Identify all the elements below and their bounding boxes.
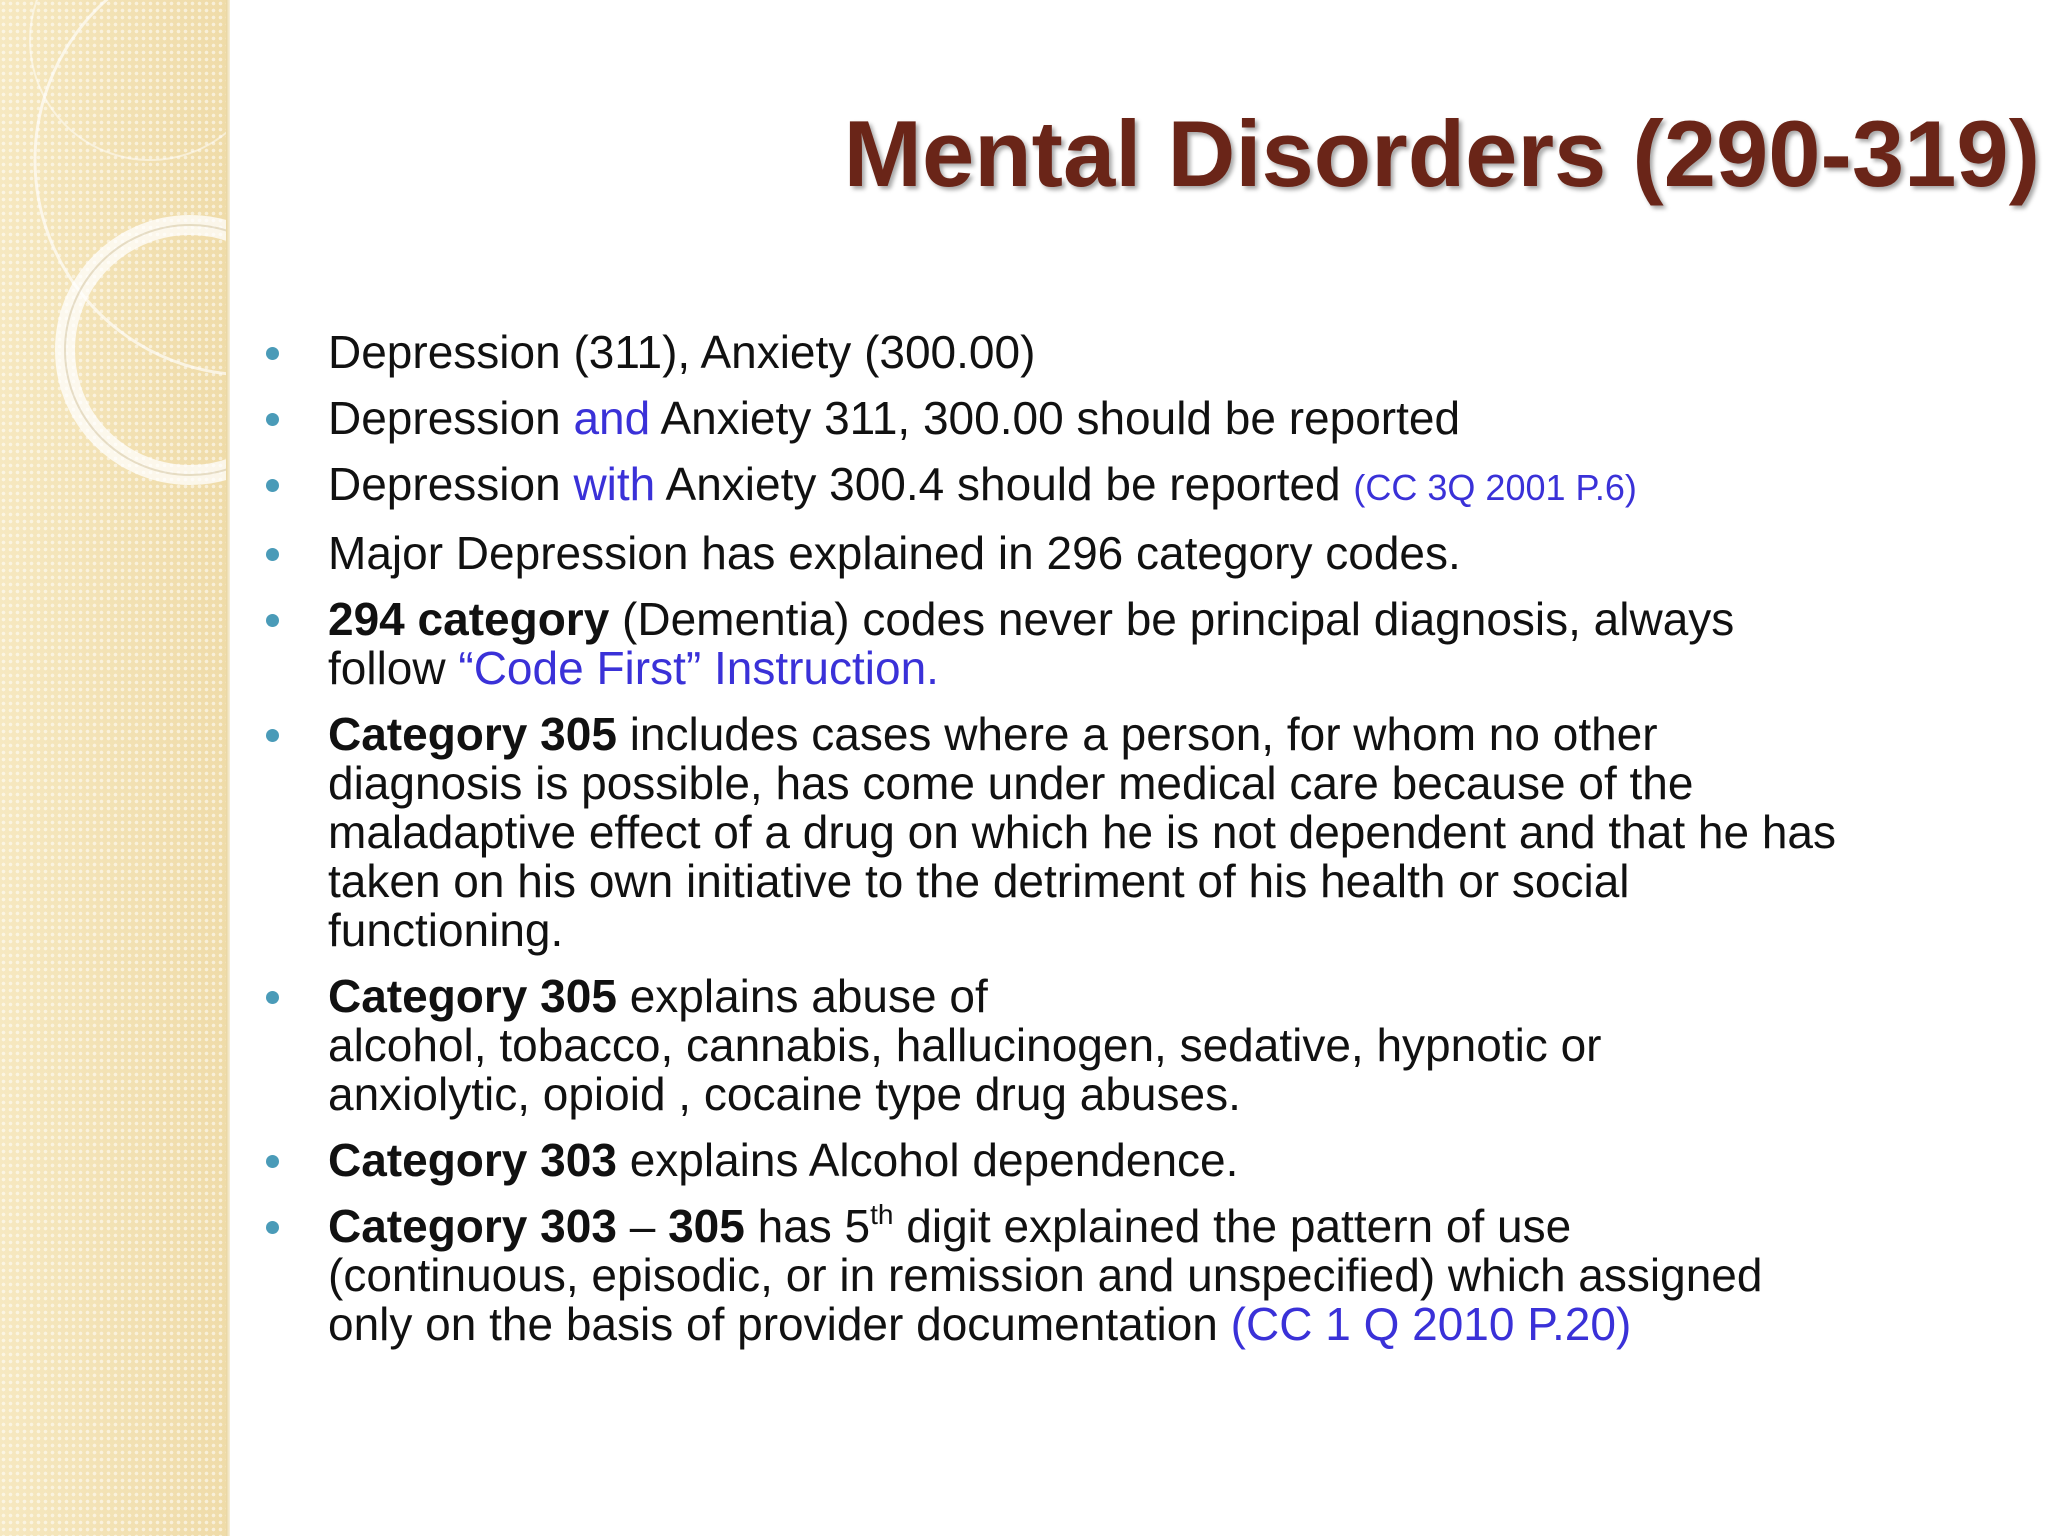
bullet-list xyxy=(266,328,2026,1366)
bullet-item xyxy=(266,1136,2026,1185)
bullet-item xyxy=(266,595,2026,693)
bullet-icon xyxy=(266,413,279,426)
bullet-text: taken on his own initiative to the detriment of his health or social xyxy=(328,855,1630,907)
sidebar-ring-decoration xyxy=(0,0,230,1536)
bullet-text: – xyxy=(616,1200,669,1252)
bullet-text: Anxiety 311, 300.00 should be reported xyxy=(650,392,1461,444)
bullet-text: Depression xyxy=(328,392,574,444)
bullet-text: (Dementia) codes never be principal diagnosis, always xyxy=(609,593,1735,645)
bullet-item xyxy=(266,394,2026,443)
reference-citation: (CC 1 Q 2010 P.20) xyxy=(1230,1298,1632,1350)
bullet-text: explains Alcohol dependence. xyxy=(616,1134,1239,1186)
bullet-item xyxy=(266,460,2026,512)
superscript: th xyxy=(870,1199,894,1230)
bold-term: Category 303 xyxy=(328,1200,617,1252)
bullet-text: Major Depression has explained in 296 category codes. xyxy=(328,527,1461,579)
bullet-item xyxy=(266,972,2026,1119)
decorative-sidebar xyxy=(0,0,230,1536)
highlight-text: and xyxy=(573,392,651,444)
bullet-text: functioning. xyxy=(328,904,564,956)
bullet-text: Depression (311), Anxiety (300.00) xyxy=(328,326,1036,378)
bold-term: 305 xyxy=(668,1200,745,1252)
bullet-text: anxiolytic, opioid , cocaine type drug abuses. xyxy=(328,1068,1241,1120)
bullet-item xyxy=(266,1199,2026,1350)
bullet-icon xyxy=(266,1221,279,1234)
bold-term: Category 305 xyxy=(328,708,617,760)
bold-term: 294 category xyxy=(328,593,610,645)
bullet-icon xyxy=(266,1155,279,1168)
bullet-text: diagnosis is possible, has come under medical care because of the xyxy=(328,757,1694,809)
bullet-item xyxy=(266,710,2026,955)
bullet-text: maladaptive effect of a drug on which he is not dependent and that he has xyxy=(328,806,1837,858)
bullet-text: explains abuse of xyxy=(616,970,988,1022)
bullet-text: (continuous, episodic, or in remission and unspecified) which assigned xyxy=(328,1249,1763,1301)
slide-title: Mental Disorders (290-319) xyxy=(843,101,2040,206)
highlight-text: with xyxy=(573,458,656,510)
bullet-icon xyxy=(266,479,279,492)
bullet-icon xyxy=(266,548,279,561)
bullet-text: Anxiety 300.4 should be reported xyxy=(655,458,1354,510)
bullet-text: Depression xyxy=(328,458,574,510)
bullet-text: only on the basis of provider documentation xyxy=(328,1298,1231,1350)
bullet-icon xyxy=(266,729,279,742)
highlight-text: “Code First” Instruction. xyxy=(458,642,939,694)
bullet-icon xyxy=(266,614,279,627)
bullet-text: follow xyxy=(328,642,459,694)
sidebar-edge xyxy=(226,0,230,1536)
bullet-item xyxy=(266,328,2026,377)
bullet-text: digit explained the pattern of use xyxy=(893,1200,1572,1252)
bold-term: Category 305 xyxy=(328,970,617,1022)
bullet-text: alcohol, tobacco, cannabis, hallucinogen, sedative, hypnotic or xyxy=(328,1019,1602,1071)
bold-term: Category 303 xyxy=(328,1134,617,1186)
bullet-item xyxy=(266,529,2026,578)
bullet-icon xyxy=(266,347,279,360)
bullet-text: includes cases where a person, for whom no other xyxy=(616,708,1658,760)
bullet-text: has 5 xyxy=(744,1200,871,1252)
bullet-icon xyxy=(266,991,279,1004)
reference-citation: (CC 3Q 2001 P.6) xyxy=(1353,467,1637,508)
